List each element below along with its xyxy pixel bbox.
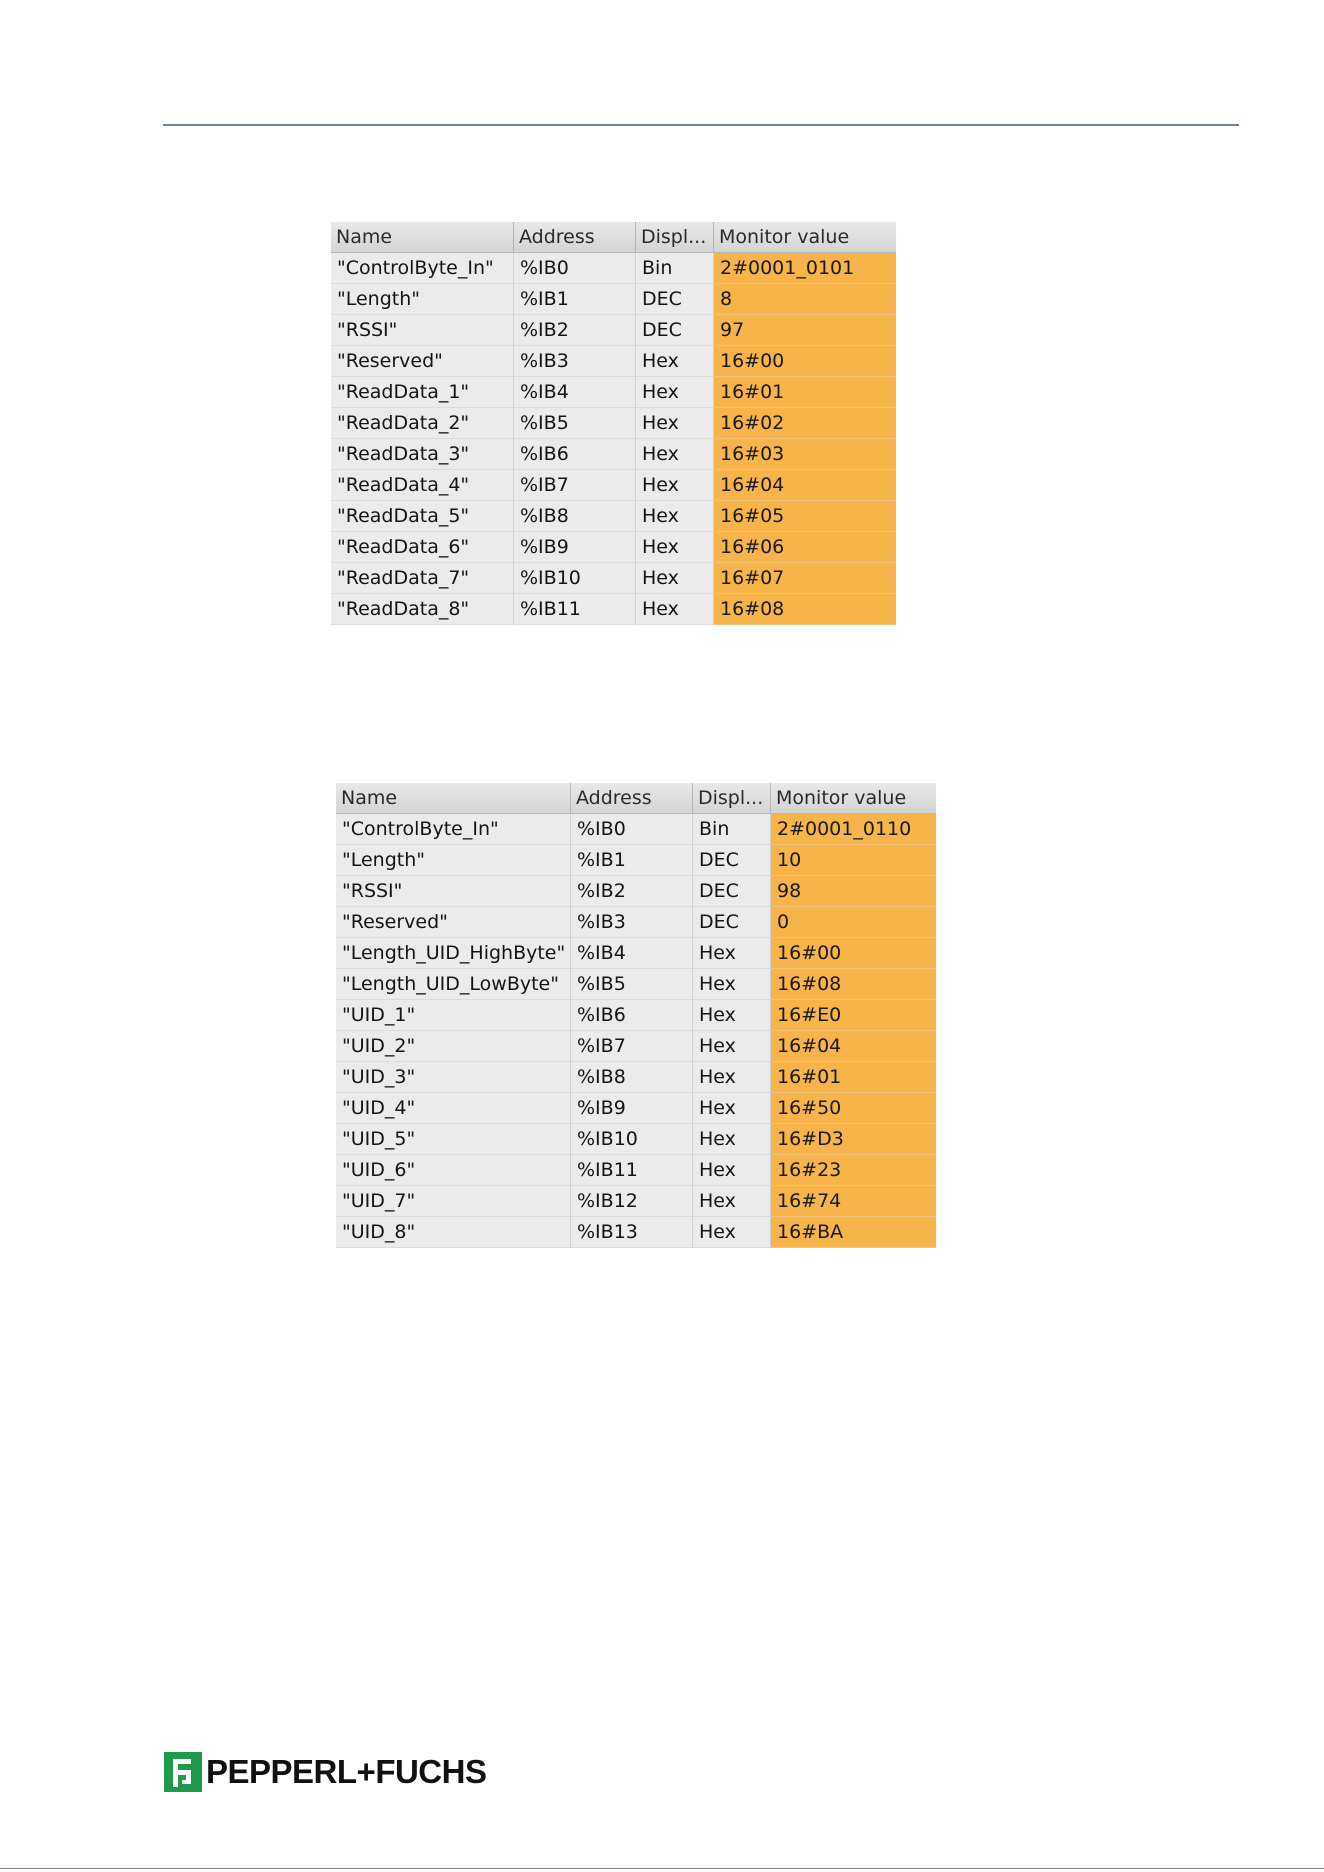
cell-monitor-value[interactable]: 16#BA (771, 1217, 936, 1248)
cell-address[interactable]: %IB3 (571, 907, 693, 938)
cell-name[interactable]: "Reserved" (331, 346, 514, 377)
cell-address[interactable]: %IB11 (571, 1155, 693, 1186)
table-row[interactable] (331, 284, 896, 315)
cell-display-format[interactable]: Hex (636, 563, 714, 594)
cell-monitor-value[interactable]: 16#74 (771, 1186, 936, 1217)
cell-name[interactable]: "Length" (331, 284, 514, 315)
cell-name[interactable]: "ReadData_7" (331, 563, 514, 594)
cell-display-format[interactable]: Hex (636, 470, 714, 501)
table-row[interactable] (336, 969, 936, 1000)
cell-name[interactable]: "ControlByte_In" (336, 814, 571, 845)
cell-address[interactable]: %IB7 (571, 1031, 693, 1062)
cell-address[interactable]: %IB9 (571, 1093, 693, 1124)
cell-display-format[interactable]: Hex (693, 1155, 771, 1186)
cell-monitor-value[interactable]: 16#23 (771, 1155, 936, 1186)
cell-display-format[interactable]: Hex (636, 594, 714, 625)
cell-name[interactable]: "ReadData_4" (331, 470, 514, 501)
table-row[interactable] (331, 594, 896, 625)
table-row[interactable] (331, 315, 896, 346)
cell-display-format[interactable]: Hex (636, 439, 714, 470)
cell-name[interactable]: "RSSI" (336, 876, 571, 907)
cell-monitor-value[interactable]: 16#D3 (771, 1124, 936, 1155)
cell-name[interactable]: "ReadData_2" (331, 408, 514, 439)
cell-display-format[interactable]: DEC (636, 315, 714, 346)
table-row[interactable] (336, 907, 936, 938)
column-header-address[interactable]: Address (514, 222, 636, 252)
cell-name[interactable]: "ReadData_8" (331, 594, 514, 625)
cell-address[interactable]: %IB10 (571, 1124, 693, 1155)
table-row[interactable] (336, 1186, 936, 1217)
table-row[interactable] (336, 938, 936, 969)
cell-display-format[interactable]: Hex (693, 969, 771, 1000)
header-rule (163, 124, 1239, 126)
cell-monitor-value[interactable]: 16#50 (771, 1093, 936, 1124)
table-row[interactable] (331, 408, 896, 439)
cell-name[interactable]: "UID_3" (336, 1062, 571, 1093)
table-header (336, 783, 936, 814)
cell-display-format[interactable]: Hex (693, 1217, 771, 1248)
cell-name[interactable]: "Length_UID_HighByte" (336, 938, 571, 969)
column-header-address[interactable]: Address (571, 783, 693, 813)
cell-address[interactable]: %IB8 (571, 1062, 693, 1093)
table-row[interactable] (336, 814, 936, 845)
cell-address[interactable]: %IB7 (514, 470, 636, 501)
cell-address[interactable]: %IB3 (514, 346, 636, 377)
cell-display-format[interactable]: Hex (693, 1093, 771, 1124)
cell-name[interactable]: "ReadData_1" (331, 377, 514, 408)
cell-address[interactable]: %IB5 (514, 408, 636, 439)
cell-display-format[interactable]: Bin (636, 253, 714, 284)
cell-address[interactable]: %IB12 (571, 1186, 693, 1217)
cell-name[interactable]: "UID_8" (336, 1217, 571, 1248)
cell-address[interactable]: %IB13 (571, 1217, 693, 1248)
table-row[interactable] (336, 876, 936, 907)
footer-rule (0, 1868, 1324, 1869)
column-header-display-format[interactable]: Displ... (693, 783, 771, 813)
cell-monitor-value[interactable]: 16#07 (714, 563, 896, 594)
cell-display-format[interactable]: Hex (636, 501, 714, 532)
cell-monitor-value[interactable]: 0 (771, 907, 936, 938)
cell-address[interactable]: %IB0 (514, 253, 636, 284)
cell-monitor-value[interactable]: 16#01 (714, 377, 896, 408)
cell-name[interactable]: "ReadData_3" (331, 439, 514, 470)
cell-address[interactable]: %IB1 (571, 845, 693, 876)
cell-monitor-value[interactable]: 10 (771, 845, 936, 876)
cell-monitor-value[interactable]: 97 (714, 315, 896, 346)
cell-name[interactable]: "UID_2" (336, 1031, 571, 1062)
cell-address[interactable]: %IB6 (571, 1000, 693, 1031)
cell-name[interactable]: "ReadData_6" (331, 532, 514, 563)
cell-name[interactable]: "UID_1" (336, 1000, 571, 1031)
cell-name[interactable]: "Length" (336, 845, 571, 876)
cell-monitor-value[interactable]: 16#08 (771, 969, 936, 1000)
table-row[interactable] (336, 1031, 936, 1062)
cell-display-format[interactable]: DEC (693, 876, 771, 907)
table-row[interactable] (336, 1217, 936, 1248)
cell-address[interactable]: %IB10 (514, 563, 636, 594)
table-row[interactable] (336, 1000, 936, 1031)
cell-display-format[interactable]: Hex (636, 532, 714, 563)
cell-display-format[interactable]: DEC (636, 284, 714, 315)
column-header-monitor-value[interactable]: Monitor value (719, 226, 850, 248)
table-body (331, 253, 896, 625)
cell-monitor-value[interactable]: 8 (714, 284, 896, 315)
table-row[interactable] (331, 377, 896, 408)
cell-display-format[interactable]: DEC (693, 845, 771, 876)
cell-name[interactable]: "RSSI" (331, 315, 514, 346)
cell-name[interactable]: "Reserved" (336, 907, 571, 938)
table-header (331, 222, 896, 253)
cell-address[interactable]: %IB11 (514, 594, 636, 625)
cell-monitor-value[interactable]: 16#02 (714, 408, 896, 439)
cell-display-format[interactable]: Hex (636, 408, 714, 439)
cell-address[interactable]: %IB5 (571, 969, 693, 1000)
cell-address[interactable]: %IB4 (514, 377, 636, 408)
cell-display-format[interactable]: Hex (693, 1000, 771, 1031)
cell-monitor-value[interactable]: 16#06 (714, 532, 896, 563)
cell-monitor-value[interactable]: 98 (771, 876, 936, 907)
cell-address[interactable]: %IB2 (514, 315, 636, 346)
cell-name[interactable]: "ControlByte_In" (331, 253, 514, 284)
cell-monitor-value[interactable]: 16#04 (714, 470, 896, 501)
table-row[interactable] (336, 845, 936, 876)
cell-address[interactable]: %IB2 (571, 876, 693, 907)
cell-monitor-value[interactable]: 16#08 (714, 594, 896, 625)
cell-address[interactable]: %IB9 (514, 532, 636, 563)
table-row[interactable] (336, 1155, 936, 1186)
column-header-name[interactable]: Name (336, 783, 571, 813)
table-row[interactable] (331, 563, 896, 594)
cell-address[interactable]: %IB0 (571, 814, 693, 845)
cell-monitor-value[interactable]: 2#0001_0110 (771, 814, 936, 845)
table-row[interactable] (331, 346, 896, 377)
cell-display-format[interactable]: Hex (693, 938, 771, 969)
column-header-monitor-value[interactable]: Monitor value (776, 787, 907, 809)
cell-monitor-value[interactable]: 16#01 (771, 1062, 936, 1093)
table-body (336, 814, 936, 1248)
cell-display-format[interactable]: Hex (693, 1031, 771, 1062)
cell-monitor-value[interactable]: 16#03 (714, 439, 896, 470)
table-row[interactable] (336, 1124, 936, 1155)
cell-display-format[interactable]: Hex (636, 377, 714, 408)
cell-display-format[interactable]: Bin (693, 814, 771, 845)
column-header-display-format[interactable]: Displ... (636, 222, 714, 252)
cell-address[interactable]: %IB4 (571, 938, 693, 969)
cell-name[interactable]: "Length_UID_LowByte" (336, 969, 571, 1000)
cell-monitor-value[interactable]: 2#0001_0101 (714, 253, 896, 284)
cell-address[interactable]: %IB8 (514, 501, 636, 532)
cell-monitor-value[interactable]: 16#E0 (771, 1000, 936, 1031)
cell-display-format[interactable]: Hex (693, 1124, 771, 1155)
cell-monitor-value[interactable]: 16#05 (714, 501, 896, 532)
pepperl-fuchs-logo-icon (164, 1752, 202, 1792)
cell-display-format[interactable]: Hex (636, 346, 714, 377)
cell-name[interactable]: "UID_6" (336, 1155, 571, 1186)
cell-name[interactable]: "UID_4" (336, 1093, 571, 1124)
cell-monitor-value[interactable]: 16#00 (714, 346, 896, 377)
cell-address[interactable]: %IB1 (514, 284, 636, 315)
cell-monitor-value[interactable]: 16#04 (771, 1031, 936, 1062)
watch-table-uid (336, 783, 936, 1248)
cell-monitor-value[interactable]: 16#00 (771, 938, 936, 969)
cell-name[interactable]: "UID_7" (336, 1186, 571, 1217)
cell-display-format[interactable]: DEC (693, 907, 771, 938)
cell-address[interactable]: %IB6 (514, 439, 636, 470)
cell-name[interactable]: "ReadData_5" (331, 501, 514, 532)
table-row[interactable] (331, 470, 896, 501)
table-row[interactable] (331, 501, 896, 532)
cell-display-format[interactable]: Hex (693, 1062, 771, 1093)
pepperl-fuchs-logo (164, 1752, 486, 1792)
column-header-name[interactable]: Name (331, 222, 514, 252)
logo-text: PEPPERL+FUCHS (206, 1753, 487, 1790)
cell-display-format[interactable]: Hex (693, 1186, 771, 1217)
table-row[interactable] (336, 1093, 936, 1124)
table-row[interactable] (336, 1062, 936, 1093)
watch-table-read-data (331, 222, 896, 625)
table-row[interactable] (331, 532, 896, 563)
table-row[interactable] (331, 439, 896, 470)
table-row[interactable] (331, 253, 896, 284)
cell-name[interactable]: "UID_5" (336, 1124, 571, 1155)
